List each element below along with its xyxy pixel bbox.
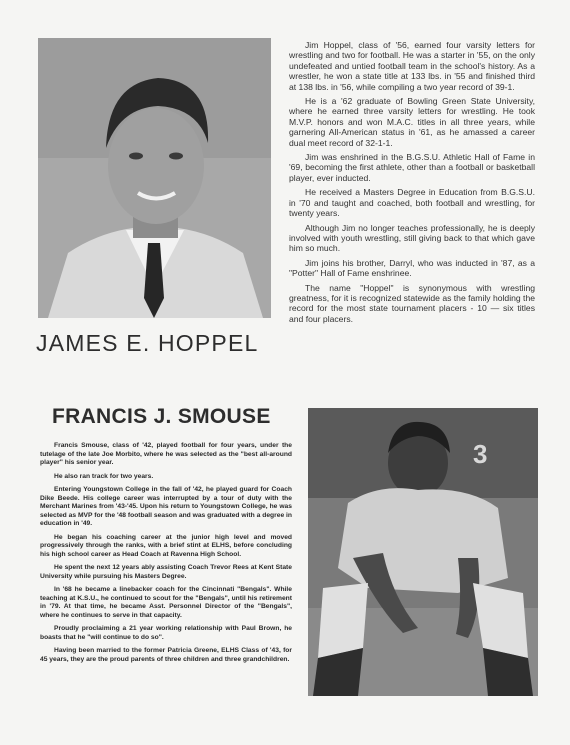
bio-paragraph: Although Jim no longer teaches professionally, he is deeply involved with youth wrestling, still giving back to that which gave him so much. — [289, 222, 535, 254]
bio-paragraph: In '68 he became a linebacker coach for the Cincinnati "Bengals". While teaching at K.S.U., he continued to scout for the "Bengals", until his retirement in '79. At that time, he became Asst. Personnel Director of the "Bengals", where he continues to serve in that capacity. — [40, 586, 292, 619]
football-player-illustration — [308, 408, 538, 696]
bio-paragraph: He also ran track for two years. — [54, 472, 154, 480]
name-smouse: FRANCIS J. SMOUSE — [52, 405, 271, 428]
bio-paragraph: Entering Youngstown College in the fall of '42, he played guard for Coach Dike Beede. His college career was interrupted by a tour of duty with the Merchant Marines from '43-'45. Upon his return to Youngstown College, he was selected as MVP for the '48 football season and was graduated with a degree in education in '49. — [40, 486, 292, 527]
bio-paragraph: Proudly proclaiming a 21 year working relationship with Paul Brown, he boasts that he "will continue to do so". — [40, 625, 292, 641]
bio-paragraph: The name "Hoppel" is synonymous with wrestling greatness, for it is recognized statewide as the family holding the record for the most state tournament placers - 10 — six titles and four placers. — [289, 282, 536, 324]
bio-paragraph: Francis Smouse, class of '42, played football for four years, under the tutelage of the late Joe Morbito, where he was selected as the "best all-around player" his senior year. — [40, 442, 292, 466]
bio-paragraph: He began his coaching career at the junior high level and moved progressively through the ranks, with a brief stint at ELHS, before concluding his high school career as Head Coach at Ravenna High School. — [40, 533, 292, 558]
action-photo-smouse — [308, 408, 538, 696]
svg-text:3: 3 — [473, 439, 488, 469]
bio-paragraph: Having been married to the former Patricia Greene, ELHS Class of '43, for 45 years, they are the proud parents of three children and three grandchildren. — [40, 647, 292, 663]
bio-paragraph: Jim Hoppel, class of '56, earned four varsity letters for wrestling and two for football. He was a starter in '55, on the only undefeated and untied football team in the school's history. As a wrestler, he won a state title at 133 lbs. in '55 and finished third at 138 lbs. in '56, while compiling a two year record of 39-1. — [289, 40, 535, 92]
bio-paragraph: He spent the next 12 years ably assisting Coach Trevor Rees at Kent State University while pursuing his Masters Degree. — [40, 564, 292, 580]
bio-paragraph: Jim joins his brother, Darryl, who was inducted in '87, as a "Potter" Hall of Fame enshrinee. — [289, 257, 535, 279]
name-hoppel: JAMES E. HOPPEL — [36, 330, 259, 356]
portrait-hoppel-illustration — [38, 38, 271, 318]
bio-smouse — [40, 442, 292, 669]
portrait-photo-hoppel — [38, 38, 271, 318]
bio-paragraph: Jim was enshrined in the B.G.S.U. Athletic Hall of Fame in '69, becoming the first athlete, other than a football or basketball player, ever inducted. — [289, 152, 535, 183]
bio-paragraph: He received a Masters Degree in Education from B.G.S.U. in '70 and taught and coached, both football and wrestling, for twenty years. — [289, 187, 535, 219]
bio-paragraph: He is a '62 graduate of Bowling Green State University, where he earned three varsity letters for wrestling. He took M.V.P. honors and won M.A.C. titles in all three years, while garnering All-American status in '61, as he amassed a career dual meet record of 32-1-1. — [289, 96, 535, 148]
bio-hoppel — [289, 40, 535, 328]
